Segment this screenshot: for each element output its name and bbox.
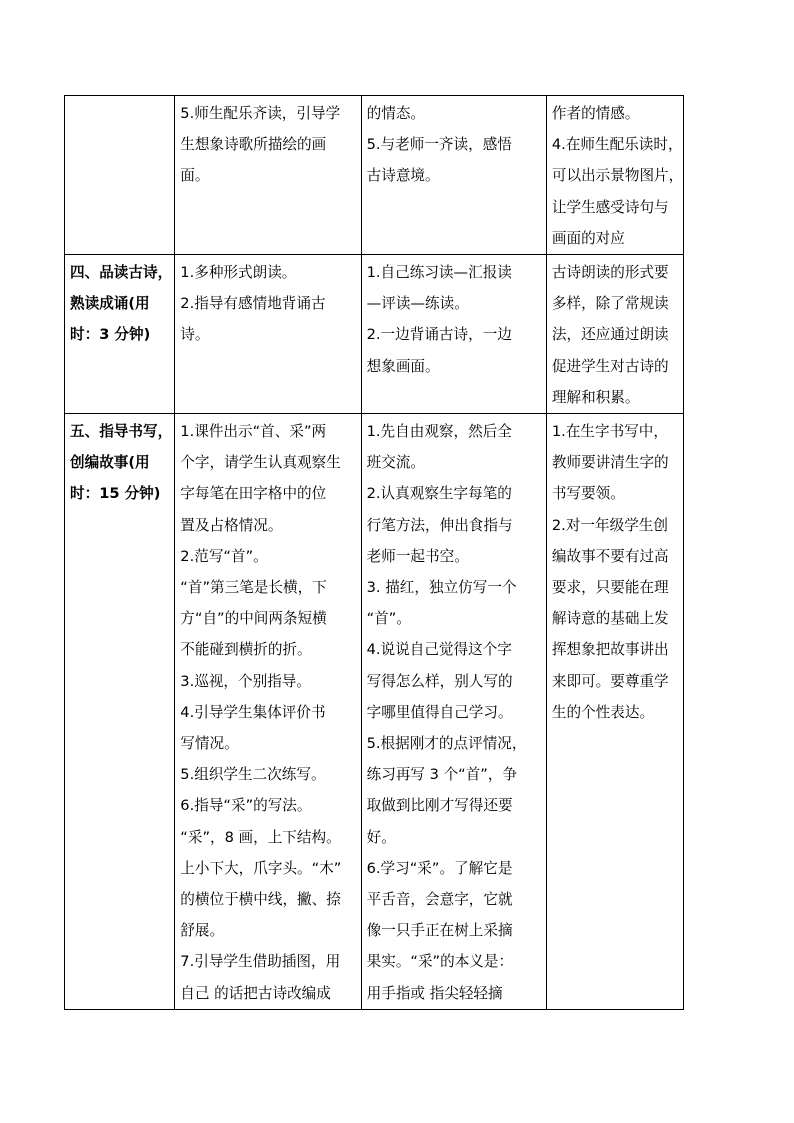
text-line: “采”，8 画，上下结构。 xyxy=(180,828,341,846)
text-line: 1.自己练习读—汇报读 xyxy=(366,264,512,282)
student-activity-cell xyxy=(361,414,546,1010)
text-line: 5.与老师一齐读，感悟 xyxy=(366,136,512,154)
lesson-plan-table xyxy=(64,95,684,1010)
table-row xyxy=(65,414,684,1010)
stage-title-line: 创编故事(用 xyxy=(70,454,150,472)
text-line: 理解和积累。 xyxy=(551,388,640,406)
stage-cell xyxy=(65,414,175,1010)
text-line: 诗。 xyxy=(180,326,210,344)
text-line: 写得怎么样，别人写的 xyxy=(366,672,513,690)
text-line: 2.范写“首”。 xyxy=(180,547,268,565)
text-line: 置及占格情况。 xyxy=(180,516,283,534)
text-line: 练习再写 3 个“首”，争 xyxy=(366,766,518,784)
text-line: 上小下大，爪字头。“木” xyxy=(180,859,342,877)
text-line: 像一只手正在树上采摘 xyxy=(366,922,513,940)
text-line: 古诗朗读的形式要 xyxy=(551,264,669,282)
stage-title-line: 熟读成诵(用 xyxy=(70,295,150,313)
teacher-activity-cell xyxy=(175,414,361,1010)
text-line: 5.师生配乐齐读，引导学 xyxy=(180,105,341,122)
text-line: 舒展。 xyxy=(180,922,225,940)
text-line: 的横位于横中线，撇、捺 xyxy=(180,891,341,909)
text-line: 的情态。 xyxy=(366,105,426,122)
design-notes-cell xyxy=(546,414,683,1010)
text-line: 2.指导有感情地背诵古 xyxy=(180,295,326,313)
text-line: 4.引导学生集体评价书 xyxy=(180,703,326,721)
stage-title-line: 五、指导书写， xyxy=(70,423,173,441)
text-line: 1.课件出示“首、采”两 xyxy=(180,423,327,441)
text-line: 用手指或 指尖轻轻摘 xyxy=(366,984,503,1002)
text-line: 1.多种形式朗读。 xyxy=(180,264,297,282)
stage-title-line: 时：3 分钟) xyxy=(70,326,151,344)
text-line: 生的个性表达。 xyxy=(551,703,655,721)
table-row xyxy=(65,96,684,255)
text-line: 面。 xyxy=(180,167,210,185)
text-line: “首”第三笔是长横，下 xyxy=(180,579,327,597)
text-line: 想象画面。 xyxy=(366,357,440,375)
text-line: 写情况。 xyxy=(180,735,239,753)
text-line: 书写要领。 xyxy=(551,485,625,503)
table-row xyxy=(65,255,684,414)
student-activity-cell xyxy=(361,255,546,414)
text-line: 3. 描红，独立仿写一个 xyxy=(366,579,517,597)
text-line: 解诗意的基础上发 xyxy=(551,610,669,628)
text-line: 多样，除了常规读 xyxy=(551,295,669,313)
text-line: 字每笔在田字格中的位 xyxy=(180,485,327,503)
text-line: 要求，只要能在理 xyxy=(551,579,669,597)
text-line: 作者的情感。 xyxy=(551,105,640,122)
text-line: —评读—练读。 xyxy=(366,295,469,313)
text-line: 来即可。要尊重学 xyxy=(551,672,669,690)
text-line: 生想象诗歌所描绘的画 xyxy=(180,136,327,154)
text-line: 6.学习“采”。了解它是 xyxy=(366,859,513,877)
text-line: “首”。 xyxy=(366,610,411,628)
stage-cell xyxy=(65,255,175,414)
text-line: 5.根据刚才的点评情况， xyxy=(366,735,527,753)
text-line: 自己 的话把古诗改编成 xyxy=(180,984,331,1002)
text-line: 1.在生字书写中， xyxy=(551,423,668,441)
text-line: 5.组织学生二次练写。 xyxy=(180,766,326,784)
text-line: 让学生感受诗句与 xyxy=(551,198,669,216)
teacher-activity-cell xyxy=(175,255,361,414)
stage-cell xyxy=(65,96,175,255)
text-line: 7.引导学生借助插图，用 xyxy=(180,953,341,971)
text-line: 字哪里值得自己学习。 xyxy=(366,703,513,721)
text-line: 促进学生对古诗的 xyxy=(551,357,669,375)
text-line: 好。 xyxy=(366,828,396,846)
stage-title-line: 时：15 分钟) xyxy=(70,485,161,503)
text-line: 法，还应通过朗读 xyxy=(551,326,669,344)
text-line: 果实。“采”的本义是： xyxy=(366,953,514,971)
text-line: 取做到比刚才写得还要 xyxy=(366,797,513,815)
teacher-activity-cell xyxy=(175,96,361,255)
text-line: 1.先自由观察，然后全 xyxy=(366,423,512,441)
text-line: 3.巡视，个别指导。 xyxy=(180,672,311,690)
text-line: 2.认真观察生字每笔的 xyxy=(366,485,512,503)
stage-title-line: 四、品读古诗， xyxy=(70,264,173,282)
design-notes-cell xyxy=(546,255,683,414)
text-line: 个字，请学生认真观察生 xyxy=(180,454,341,472)
text-line: 4.说说自己觉得这个字 xyxy=(366,641,512,659)
design-notes-cell xyxy=(546,96,683,255)
text-line: 2.对一年级学生创 xyxy=(551,516,668,534)
student-activity-cell xyxy=(361,96,546,255)
text-line: 班交流。 xyxy=(366,454,426,472)
text-line: 行笔方法，伸出食指与 xyxy=(366,516,513,534)
text-line: 编故事不要有过高 xyxy=(551,547,669,565)
text-line: 方“自”的中间两条短横 xyxy=(180,610,327,628)
text-line: 4.在师生配乐读时， xyxy=(551,136,683,154)
text-line: 6.指导“采”的写法。 xyxy=(180,797,312,815)
text-line: 挥想象把故事讲出 xyxy=(551,641,669,659)
text-line: 2.一边背诵古诗，一边 xyxy=(366,326,512,344)
text-line: 古诗意境。 xyxy=(366,167,440,185)
text-line: 可以出示景物图片， xyxy=(551,167,684,185)
text-line: 平舌音，会意字，它就 xyxy=(366,891,513,909)
text-line: 教师要讲清生字的 xyxy=(551,454,669,472)
text-line: 不能碰到横折的折。 xyxy=(180,641,312,659)
text-line: 画面的对应 xyxy=(551,229,625,247)
text-line: 老师一起书空。 xyxy=(366,547,469,565)
